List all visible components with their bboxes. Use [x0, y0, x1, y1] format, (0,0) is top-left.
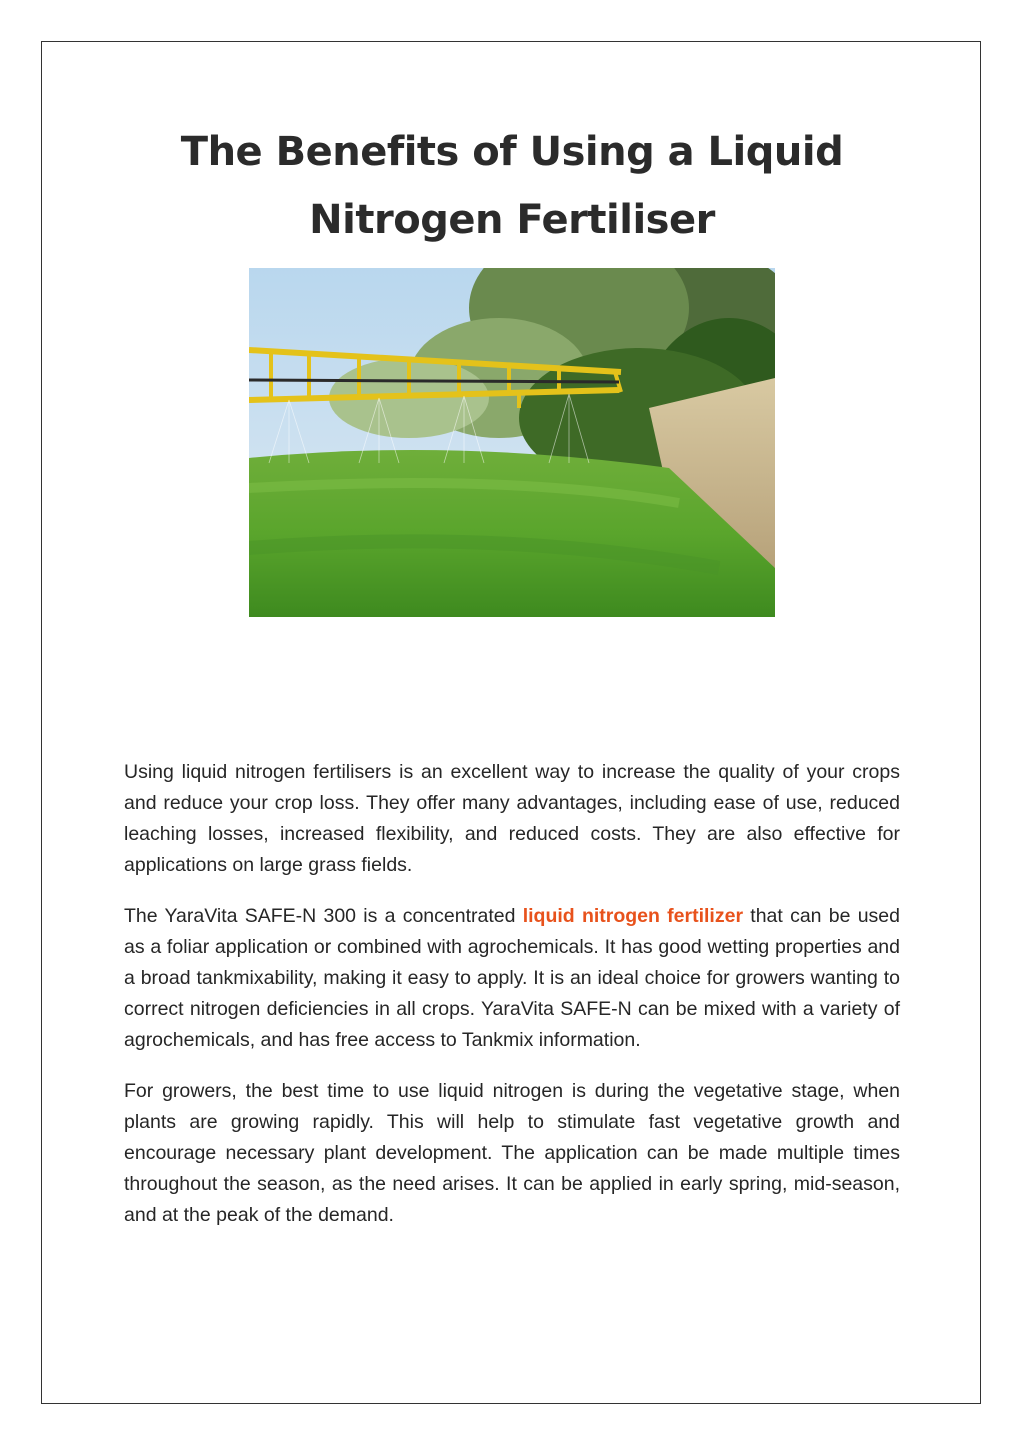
paragraph-intro: Using liquid nitrogen fertilisers is an excellent way to increase the quality of your crops and reduce your crop loss. They offer many advantages, including ease of use, reduced leaching losses, increased flexibility, and reduced costs. They are also effective for applications on large grass fields. — [124, 761, 900, 876]
paragraph-timing: For growers, the best time to use liquid nitrogen is during the vegetative stage, when plants are growing rapidly. This will help to stimulate fast vegetative growth and encourage necessary plant development. The application can be made multiple times throughout the season, as the need arises. It can be applied in early spring, mid-season, and at the peak of the demand. — [124, 1080, 900, 1226]
paragraph-yaravita — [124, 901, 900, 1056]
page-title: The Benefits of Using a Liquid Nitrogen Fertiliser — [180, 129, 844, 243]
sprayer-field-photo — [249, 268, 775, 617]
article-body — [124, 757, 900, 1251]
paragraph-yaravita-lead: The YaraVita SAFE-N 300 is a concentrated — [124, 905, 523, 927]
paragraph-yaravita-rest: that can be used as a foliar application or combined with agrochemicals. It has good wetting properties and a broad tankmixability, making it easy to apply. It is an ideal choice for growers wanting to correct nitrogen deficiencies in all crops. YaraVita SAFE-N can be mixed with a variety of agrochemicals, and has free access to Tankmix information. — [124, 905, 900, 1051]
liquid-nitrogen-fertilizer-link[interactable]: liquid nitrogen fertilizer — [522, 905, 744, 927]
